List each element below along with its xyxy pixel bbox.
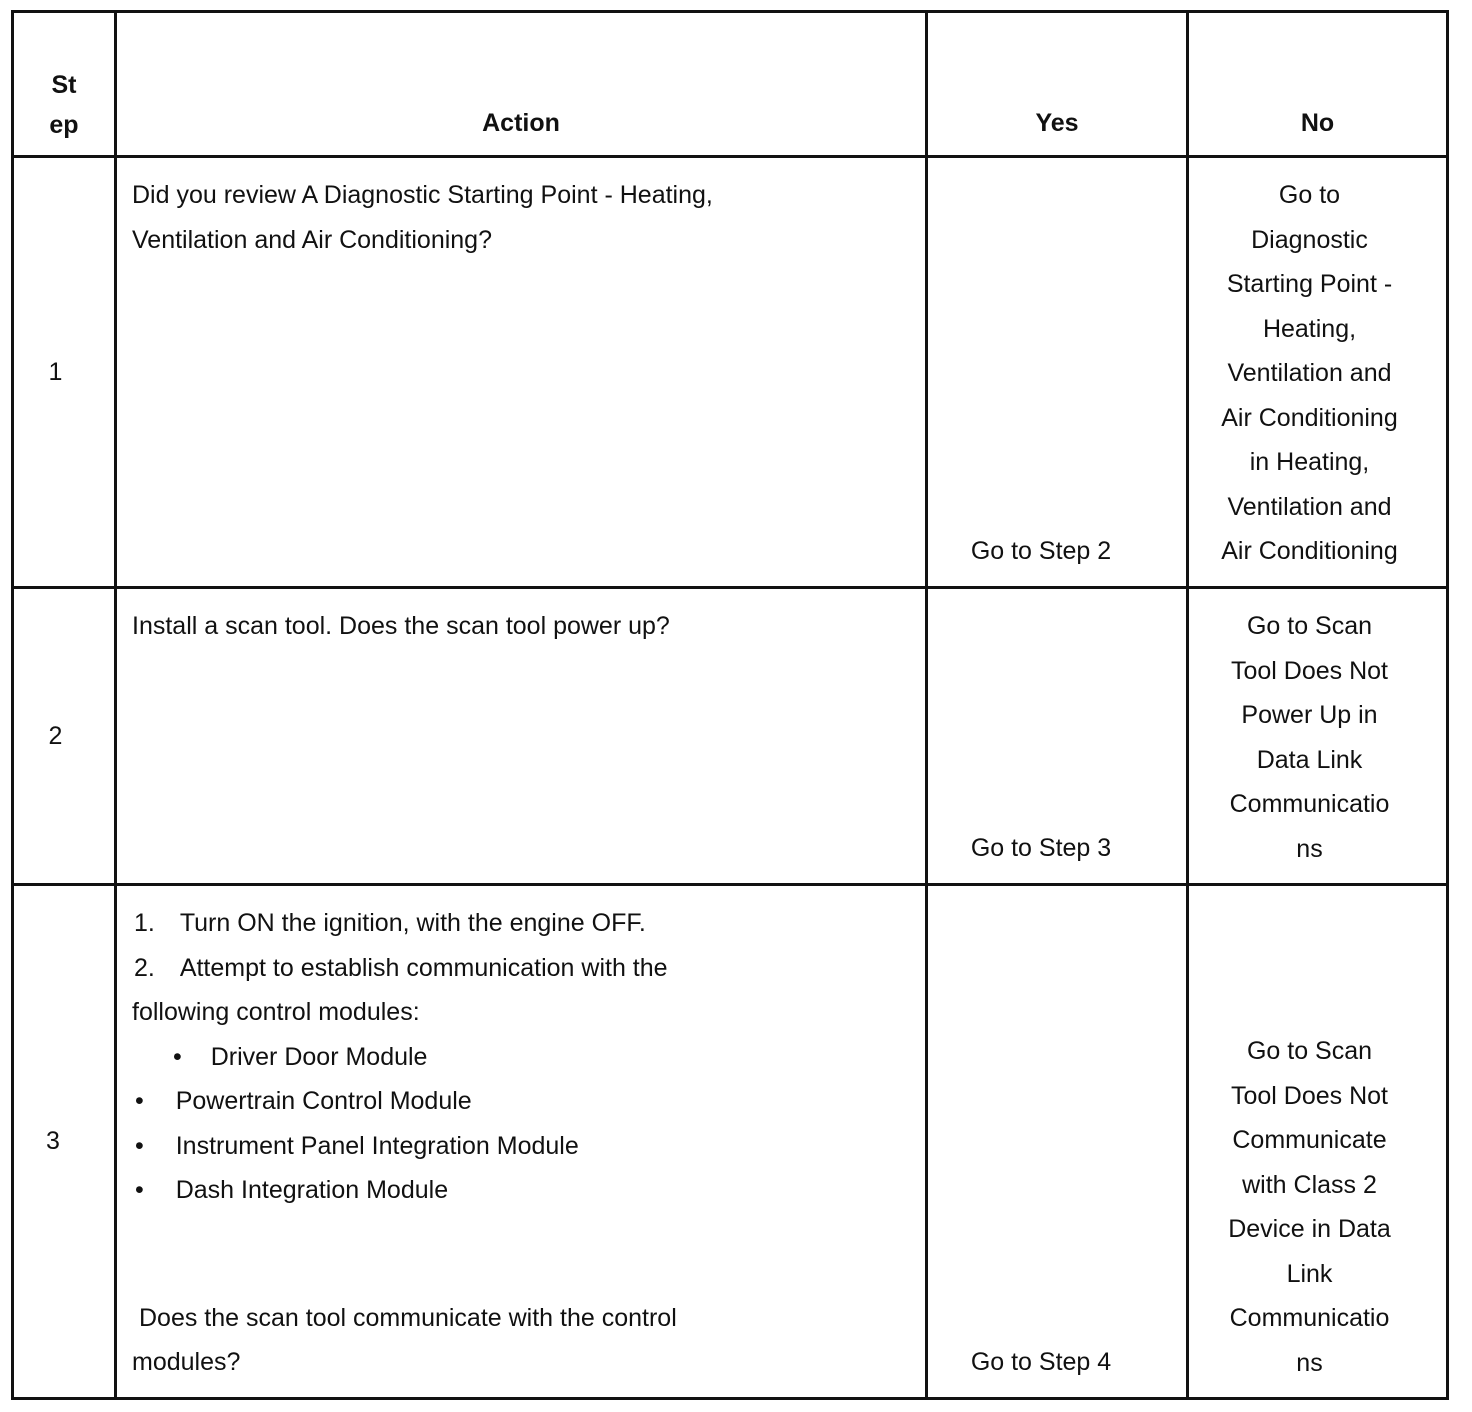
row1-no-line: Heating, <box>1262 314 1357 343</box>
row2-no <box>1189 604 1430 871</box>
bullet-icon: • <box>135 1132 144 1160</box>
row2-step: 2 <box>48 721 63 750</box>
row1-no-line: Air Conditioning <box>1221 537 1398 565</box>
question-line1: Does the scan tool communicate with the control <box>139 1304 677 1332</box>
question-line2: modules? <box>132 1348 241 1376</box>
step-continuation: following control modules: <box>132 998 420 1026</box>
module-item <box>173 1035 427 1080</box>
row3-no-line: Tool Does Not <box>1230 1081 1389 1110</box>
row1-yes: Go to Step 2 <box>970 537 1112 565</box>
row3-no-line: Go to Scan <box>1246 1037 1373 1065</box>
bullet-icon: • <box>135 1176 144 1204</box>
row2-no-line: Go to Scan <box>1246 612 1373 640</box>
bullet-icon: • <box>173 1043 182 1071</box>
row3-no <box>1189 1029 1430 1385</box>
row1-no-line: Go to <box>1278 181 1341 209</box>
module-item <box>135 1079 472 1124</box>
row1-action-line2: Ventilation and Air Conditioning? <box>132 225 492 254</box>
row1-action <box>132 173 912 262</box>
row1-no-line: Diagnostic <box>1251 225 1368 254</box>
module-item <box>135 1124 579 1169</box>
divider-row-1 <box>11 586 1449 589</box>
row1-no-line: Ventilation and <box>1227 359 1392 387</box>
step-text: Attempt to establish communication with the <box>179 954 668 982</box>
header-no: No <box>1300 109 1335 137</box>
module-label: Dash Integration Module <box>175 1176 449 1204</box>
row1-no-line: Starting Point - <box>1226 270 1393 298</box>
row2-no-line: Power Up in <box>1241 701 1378 729</box>
step-number: 1. <box>134 909 155 937</box>
row3-no-line: Link <box>1286 1259 1333 1288</box>
numbered-step <box>134 901 646 946</box>
border-right <box>1446 10 1449 1400</box>
header-step <box>14 65 114 145</box>
row3-yes: Go to Step 4 <box>970 1348 1112 1376</box>
module-label: Powertrain Control Module <box>175 1087 472 1115</box>
row3-no-line: Device in Data <box>1228 1215 1391 1243</box>
header-step-line2: ep <box>49 111 79 139</box>
step-number: 2. <box>134 954 155 982</box>
row1-no-line: Air Conditioning <box>1221 403 1398 432</box>
row2-no-line: Tool Does Not <box>1230 656 1389 685</box>
step-text: Turn ON the ignition, with the engine OFF. <box>179 909 646 937</box>
module-item <box>135 1168 448 1213</box>
row3-no-line: Communicatio <box>1229 1304 1390 1332</box>
module-label: Instrument Panel Integration Module <box>175 1132 579 1160</box>
header-step-line1: St <box>51 71 77 99</box>
row3-no-line: with Class 2 <box>1242 1170 1377 1199</box>
header-yes: Yes <box>1035 109 1079 137</box>
divider-col-action <box>925 10 928 1400</box>
header-action: Action <box>482 109 560 137</box>
row1-no <box>1189 173 1430 574</box>
border-bottom <box>11 1397 1449 1400</box>
row2-yes: Go to Step 3 <box>970 834 1112 862</box>
divider-row-header <box>11 155 1449 158</box>
bullet-icon: • <box>135 1087 144 1115</box>
row1-no-line: in Heating, <box>1249 448 1370 476</box>
row2-no-line: Communicatio <box>1229 790 1390 818</box>
row2-action: Install a scan tool. Does the scan tool power up? <box>132 612 670 640</box>
row3-no-line: Communicate <box>1232 1126 1387 1154</box>
row3-step: 3 <box>46 1127 60 1156</box>
row1-step: 1 <box>48 357 63 386</box>
row3-no-line: ns <box>1296 1348 1323 1377</box>
numbered-step <box>134 946 668 991</box>
row1-no-line: Ventilation and <box>1227 492 1392 521</box>
module-label: Driver Door Module <box>210 1043 428 1071</box>
row3-action <box>117 886 925 1397</box>
row2-no-line: Data Link <box>1256 745 1363 774</box>
row1-action-line1: Did you review A Diagnostic Starting Point - Heating, <box>132 181 713 209</box>
border-top <box>11 10 1449 13</box>
diagnostic-table <box>11 10 1449 1400</box>
row2-no-line: ns <box>1296 834 1323 863</box>
